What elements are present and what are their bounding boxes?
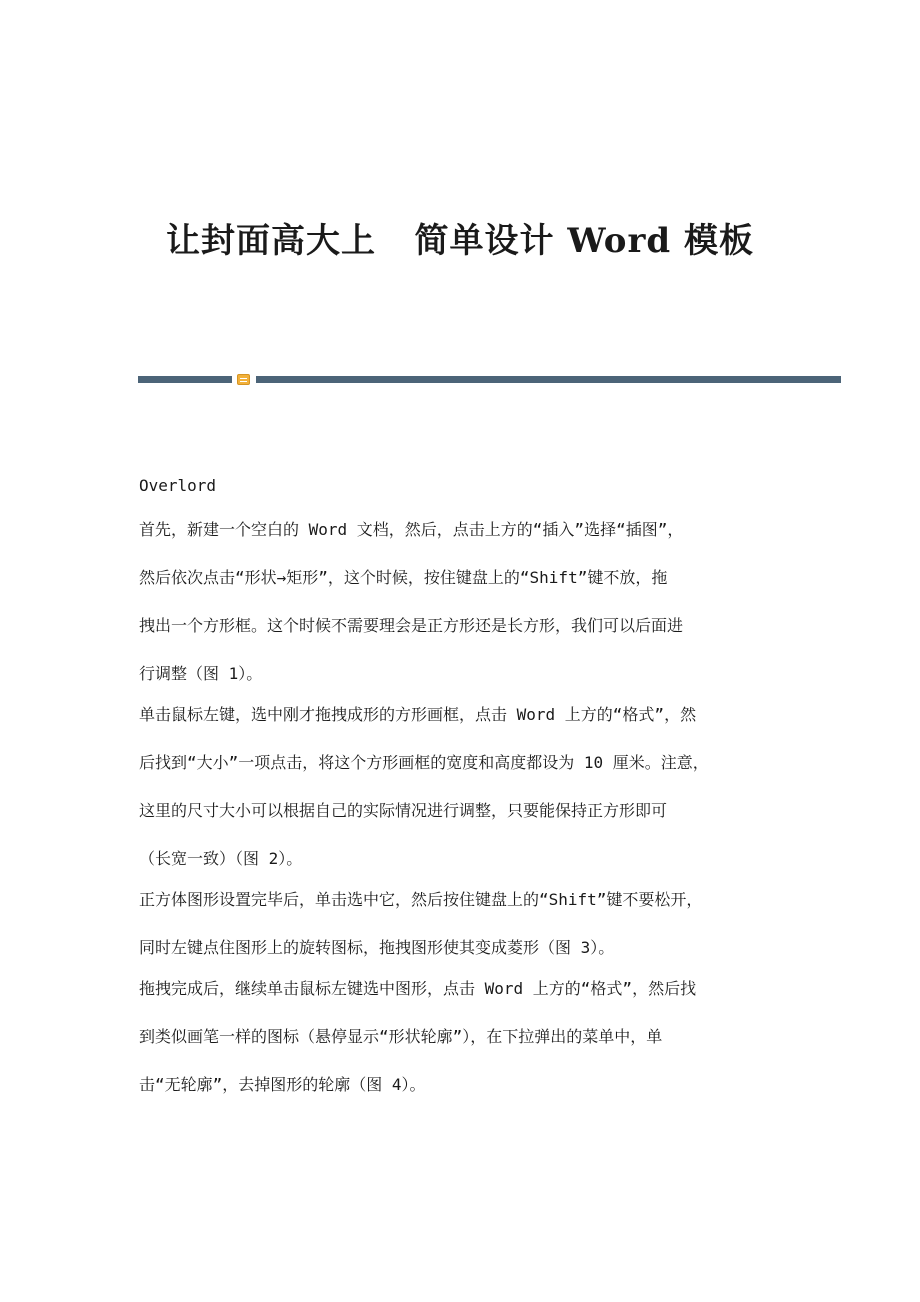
divider-bar-right [256,376,841,383]
document-emblem-icon [237,374,250,385]
paragraph-3 [139,888,799,960]
author-line: Overlord [139,476,217,495]
paragraph-line: 正方体图形设置完毕后，单击选中它，然后按住键盘上的“Shift”键不要松开， [139,890,703,909]
paragraph-4 [139,977,799,1097]
document-title: 让封面高大上 简单设计 Word 模板 [166,221,754,261]
paragraph-line: 拖拽完成后，继续单击鼠标左键选中图形，点击 Word 上方的“格式”，然后找 [139,979,697,998]
paragraph-line: 首先，新建一个空白的 Word 文档，然后，点击上方的“插入”选择“插图”， [139,520,684,539]
paragraph-line: 到类似画笔一样的图标（悬停显示“形状轮廓”），在下拉弹出的菜单中，单 [139,1027,663,1046]
divider-bar-left [138,376,232,383]
paragraph-line: 后找到“大小”一项点击，将这个方形画框的宽度和高度都设为 10 厘米。注意， [139,753,709,772]
paragraph-line: 单击鼠标左键，选中刚才拖拽成形的方形画框，点击 Word 上方的“格式”，然 [139,705,697,724]
document-body [139,474,799,1114]
title-divider [138,374,841,386]
paragraph-line: 同时左键点住图形上的旋转图标，拖拽图形使其变成菱形（图 3）。 [139,938,615,957]
paragraph-line: 击“无轮廓”，去掉图形的轮廓（图 4）。 [139,1075,426,1094]
paragraph-line: 行调整（图 1）。 [139,664,263,683]
paragraph-1 [139,518,799,686]
paragraph-line: 拽出一个方形框。这个时候不需要理会是正方形还是长方形，我们可以后面进 [139,616,684,635]
paragraph-line: 这里的尺寸大小可以根据自己的实际情况进行调整，只要能保持正方形即可 [139,801,668,820]
paragraph-line: （长宽一致）（图 2）。 [139,849,303,868]
paragraph-line: 然后依次点击“形状→矩形”，这个时候，按住键盘上的“Shift”键不放，拖 [139,568,668,587]
paragraph-2 [139,703,799,871]
